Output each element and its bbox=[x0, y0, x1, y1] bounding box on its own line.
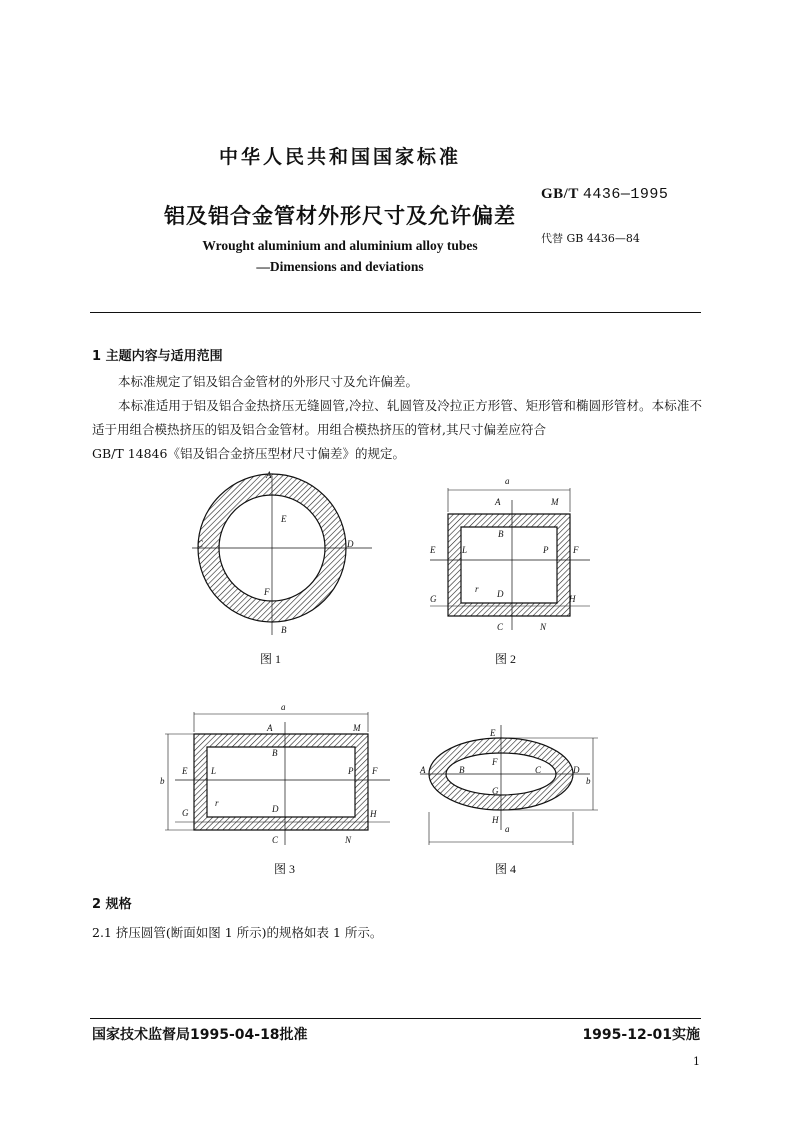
fig3-label-b: B bbox=[272, 748, 278, 758]
section1-para1: 本标准规定了铝及铝合金管材的外形尺寸及允许偏差。 bbox=[118, 374, 419, 389]
fig1-label-f: F bbox=[264, 587, 270, 597]
page-number: 1 bbox=[693, 1055, 700, 1068]
fig2-label-c: C bbox=[497, 622, 504, 632]
fig3-label-d: D bbox=[272, 804, 279, 814]
replaces-standard: 代替 GB 4436—84 bbox=[541, 232, 640, 245]
section2-heading: 2 规格 bbox=[92, 897, 132, 912]
fig1-label-e: E bbox=[281, 514, 287, 524]
fig4-label-c: C bbox=[535, 765, 542, 775]
document-title-en-line2: —Dimensions and deviations bbox=[256, 259, 424, 274]
footer-rule bbox=[90, 1018, 701, 1019]
fig2-label-n: N bbox=[540, 622, 547, 632]
fig4-label-f: F bbox=[492, 757, 498, 767]
approval-info: 国家技术监督局1995-04-18批准 bbox=[92, 1027, 308, 1043]
fig2-label-l: L bbox=[462, 545, 468, 555]
figure-1 bbox=[192, 470, 372, 635]
fig2-label-f: F bbox=[573, 545, 579, 555]
fig4-label-d: D bbox=[573, 765, 580, 775]
square-tube-section bbox=[448, 514, 570, 616]
fig2-label-a: A bbox=[495, 497, 501, 507]
fig3-label-n: N bbox=[345, 835, 352, 845]
national-standard-title: 中华人民共和国国家标准 bbox=[218, 146, 461, 168]
fig2-label-r: r bbox=[475, 584, 479, 594]
fig2-label-a-dim: a bbox=[505, 476, 510, 486]
fig3-label-c: C bbox=[272, 835, 279, 845]
fig4-label-b-dim: b bbox=[586, 776, 591, 786]
figure-3 bbox=[160, 702, 390, 845]
fig1-label-b: B bbox=[281, 625, 287, 635]
document-title-cn: 铝及铝合金管材外形尺寸及允许偏差 bbox=[164, 204, 516, 228]
fig4-label-b: B bbox=[459, 765, 465, 775]
section1-para2: 本标准适用于铝及铝合金热挤压无缝圆管,冷拉、轧圆管及冷拉正方形管、矩形管和椭圆形管材。本标准不适于用组合模热挤压的铝及铝合金管材。用组合模热挤压的管材,其尺寸偏差应符合 bbox=[92, 398, 702, 437]
fig1-label-a: A bbox=[266, 470, 272, 480]
fig2-label-m: M bbox=[551, 497, 559, 507]
fig2-label-h: H bbox=[569, 594, 576, 604]
fig1-caption: 图 1 bbox=[260, 652, 282, 666]
fig2-label-p: P bbox=[543, 545, 549, 555]
document-title-en-line1: Wrought aluminium and aluminium alloy tubes bbox=[202, 238, 478, 253]
fig1-label-d: D bbox=[347, 539, 354, 549]
fig3-label-l: L bbox=[211, 766, 217, 776]
standard-code: GB/T bbox=[541, 186, 579, 202]
fig3-label-r: r bbox=[215, 798, 219, 808]
fig4-label-a: A bbox=[420, 765, 426, 775]
figure-4 bbox=[419, 725, 598, 845]
implementation-date: 1995-12-01实施 bbox=[582, 1027, 700, 1043]
fig3-label-a: A bbox=[267, 723, 273, 733]
section1-para2-cont: GB/T 14846《铝及铝合金挤压型材尺寸偏差》的规定。 bbox=[92, 446, 405, 461]
fig3-label-f: F bbox=[372, 766, 378, 776]
fig4-label-a-dim: a bbox=[505, 824, 510, 834]
figure-2 bbox=[429, 476, 590, 632]
fig3-label-b-dim: b bbox=[160, 776, 165, 786]
fig3-label-h: H bbox=[370, 809, 377, 819]
fig2-label-g: G bbox=[430, 594, 437, 604]
fig3-label-e: E bbox=[182, 766, 188, 776]
fig3-label-p: P bbox=[348, 766, 354, 776]
fig4-caption: 图 4 bbox=[495, 862, 517, 876]
fig2-label-e: E bbox=[430, 545, 436, 555]
fig3-label-a-dim: a bbox=[281, 702, 286, 712]
fig3-label-g: G bbox=[182, 808, 189, 818]
fig3-label-m: M bbox=[353, 723, 361, 733]
fig3-caption: 图 3 bbox=[274, 862, 296, 876]
section2-item: 2.1 挤压圆管(断面如图 1 所示)的规格如表 1 所示。 bbox=[92, 925, 383, 940]
fig2-caption: 图 2 bbox=[495, 652, 517, 666]
fig4-label-g: G bbox=[492, 786, 499, 796]
rect-tube-section bbox=[194, 734, 368, 830]
section1-heading: 1 主题内容与适用范围 bbox=[92, 349, 223, 364]
fig1-label-c: C bbox=[197, 539, 204, 549]
standard-number-value: 4436—1995 bbox=[582, 186, 669, 203]
fig4-label-e: E bbox=[490, 728, 496, 738]
fig2-label-b: B bbox=[498, 529, 504, 539]
fig4-label-h: H bbox=[492, 815, 499, 825]
fig2-label-d: D bbox=[497, 589, 504, 599]
